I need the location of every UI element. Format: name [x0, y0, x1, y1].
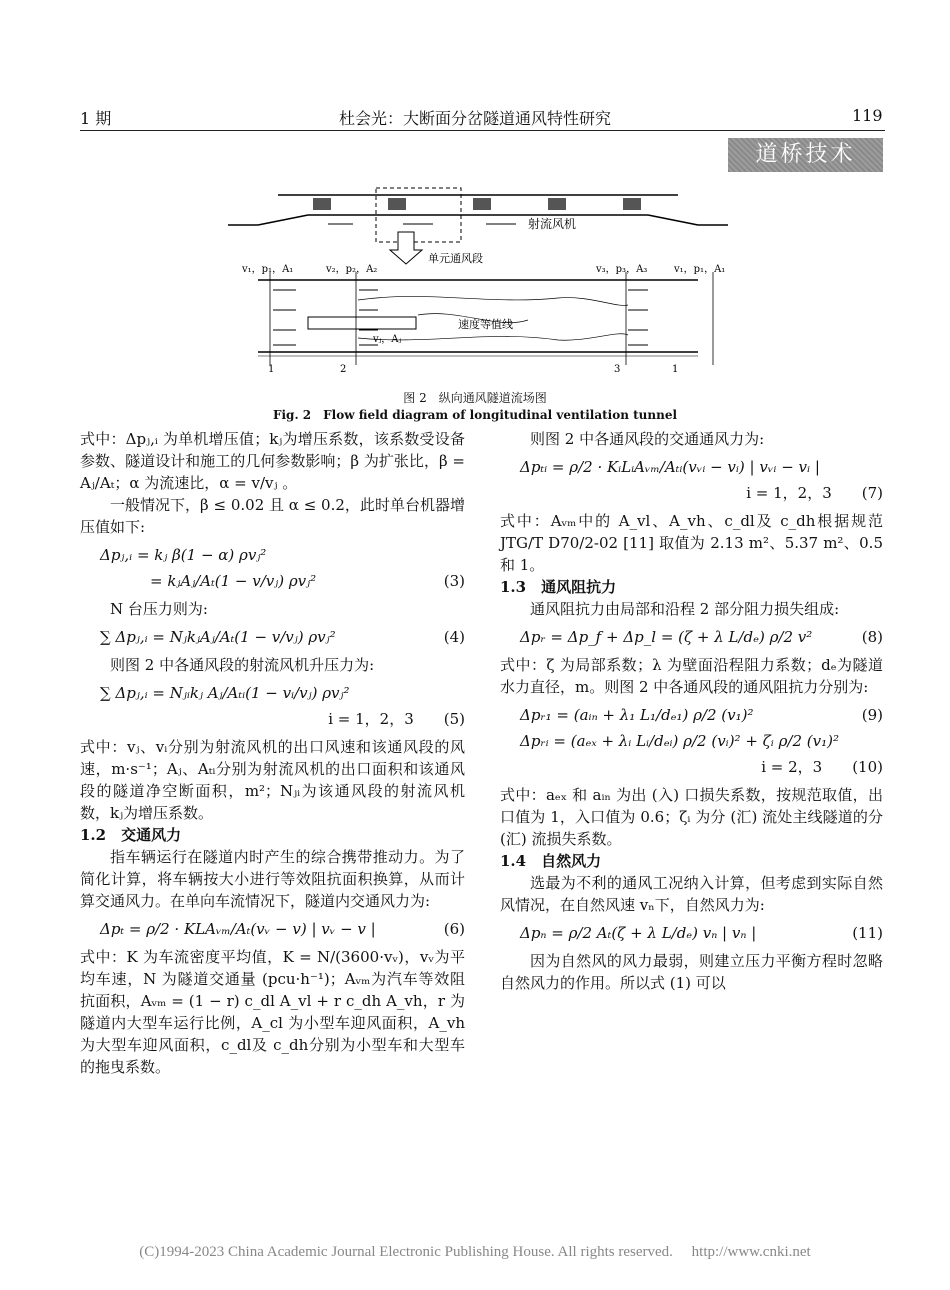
- para: 式中：K 为车流密度平均值，K = N/(3600·vᵥ)，vᵥ为平均车速，N 为隧道交通量 (pcu·h⁻¹)；Aᵥₘ为汽车等效阻抗面积，Aᵥₘ = (1 − r) c_dl A_vl + r c_dh A_vh，r 为隧道内大型车运行比例，A_cl 为小型车迎风面积，A_vh为大型车迎风面积，c_dl及 c_dh分别为小型车和大型车的拖曳系数。: [80, 948, 465, 1076]
- eq-number: (7): [861, 484, 883, 502]
- right-column: [500, 428, 883, 994]
- equation: Δpₜ = ρ/2 · KLAᵥₘ/Aₜ(vᵥ − v) | vᵥ − v |: [100, 920, 376, 938]
- figure-caption-en: Fig. 2 Flow field diagram of longitudinal ventilation tunnel: [272, 408, 678, 422]
- section-2-label: v₂，p₂，A₂: [326, 264, 378, 275]
- para: 指车辆运行在隧道内时产生的综合携带推动力。为了简化计算，将车辆按大小进行等效阻抗面积换算，从而计算交通风力。在单向车流情况下，隧道内交通风力为:: [80, 848, 465, 910]
- para: 则图 2 中各通风段的交通通风力为:: [530, 430, 765, 448]
- eq-number: (5): [443, 710, 465, 728]
- tunnel-flow-figure: [228, 180, 728, 385]
- marker-2: 2: [340, 364, 347, 375]
- eq-number: (4): [443, 628, 465, 646]
- fan-label: 射流风机: [528, 217, 577, 231]
- para: 式中：Aᵥₘ中的 A_vl、A_vh、c_dl及 c_dh根据规范 JTG/T D70/2-02 [11] 取值为 2.13 m²、5.37 m²、0.5 和 1。: [500, 512, 883, 574]
- marker-4: 1: [672, 364, 679, 375]
- section-heading: 1.4 自然风力: [500, 852, 602, 870]
- equation: Δpⱼ,ᵢ = kⱼ β(1 − α) ρvⱼ²: [100, 546, 267, 564]
- equation: Δpₜᵢ = ρ/2 · KᵢLᵢAᵥₘ/Aₜᵢ(vᵥᵢ − vᵢ) | vᵥᵢ − vᵢ |: [520, 458, 820, 476]
- marker-3: 3: [614, 364, 621, 375]
- section-heading: 1.3 通风阻抗力: [500, 578, 617, 596]
- eq-index: i = 1，2，3: [328, 710, 414, 728]
- eq-number: (9): [861, 706, 883, 724]
- para: 式中：aₑₓ 和 aᵢₙ 为出 (入) 口损失系数，按规范取值，出口值为 1，入口值为 0.6；ζᵢ 为分 (汇) 流处主线隧道的分 (汇) 流损失系数。: [500, 786, 883, 848]
- header-rule: [80, 130, 885, 131]
- left-column: [80, 428, 465, 1078]
- section-heading: 1.2 交通风力: [80, 826, 182, 844]
- para: 式中：vⱼ、vᵢ分别为射流风机的出口风速和该通风段的风速，m·s⁻¹；Aⱼ、Aₜᵢ分别为射流风机的出口面积和该通风段的隧道净空断面积，m²；Nⱼᵢ为该通风段的射流风机数，kⱼ为增压系数。: [80, 738, 465, 822]
- para: 式中：ζ 为局部系数；λ 为壁面沿程阻力系数；dₑ为隧道水力直径，m。则图 2 中各通风段的通风阻抗力分别为:: [500, 656, 883, 696]
- eq-number: (8): [861, 628, 883, 646]
- copyright-footer: (C)1994-2023 China Academic Journal Electronic Publishing House. All rights reserved. http://www.cnki.net: [139, 1244, 811, 1260]
- equation: ∑ Δpⱼ,ᵢ = NⱼkⱼAⱼ/Aₜ(1 − v/vⱼ) ρvⱼ²: [100, 628, 336, 646]
- eq-number: (6): [443, 920, 465, 938]
- section-1-label: v₁，p₁，A₁: [242, 264, 294, 275]
- para: 因为自然风的风力最弱，则建立压力平衡方程时忽略自然风力的作用。所以式 (1) 可以: [500, 952, 883, 992]
- para: 通风阻抗力由局部和沿程 2 部分阻力损失组成:: [530, 600, 840, 618]
- equation: = kⱼAⱼ/Aₜ(1 − v/vⱼ) ρvⱼ²: [150, 572, 317, 590]
- para: 则图 2 中各通风段的射流风机升压力为:: [110, 656, 375, 674]
- eq-index: i = 2，3: [761, 758, 823, 776]
- eq-number: (10): [852, 758, 883, 776]
- section-badge: 道桥技术: [728, 138, 883, 172]
- section-4-label: v₁，p₁，A₁: [674, 264, 726, 275]
- section-3-label: v₃，p₃，A₃: [596, 264, 648, 275]
- marker-1: 1: [268, 364, 275, 375]
- para: 一般情况下，β ≤ 0.02 且 α ≤ 0.2，此时单台机器增压值如下:: [80, 496, 465, 536]
- equation: Δpₙ = ρ/2 Aₜ(ζ + λ L/dₑ) vₙ | vₙ |: [520, 924, 757, 942]
- equation: Δpᵣᵢ = (aₑₓ + λᵢ Lᵢ/dₑᵢ) ρ/2 (vᵢ)² + ζᵢ ρ/2 (v₁)²: [520, 732, 839, 750]
- unit-section-label: 单元通风段: [428, 252, 483, 265]
- issue-number: 1 期: [80, 109, 112, 128]
- page-number: 119: [852, 106, 883, 125]
- running-title: 杜会光：大断面分岔隧道通风特性研究: [338, 109, 611, 128]
- equation: Δpᵣ₁ = (aᵢₙ + λ₁ L₁/dₑ₁) ρ/2 (v₁)²: [520, 706, 754, 724]
- contour-label: 速度等值线: [458, 318, 513, 331]
- eq-number: (11): [852, 924, 883, 942]
- para: 式中：Δpⱼ,ᵢ 为单机增压值；kⱼ为增压系数，该系数受设备参数、隧道设计和施工的几何参数影响；β 为扩张比，β = Aⱼ/Aₜ；α 为流速比，α = v/vⱼ 。: [80, 430, 465, 492]
- equation: Δpᵣ = Δp_f + Δp_l = (ζ + λ L/dₑ) ρ/2 v²: [520, 628, 813, 646]
- equation: ∑ Δpⱼ,ᵢ = Nⱼᵢkⱼ Aⱼ/Aₜᵢ(1 − vᵢ/vⱼ) ρvⱼ²: [100, 684, 350, 702]
- para: N 台压力则为:: [110, 600, 208, 618]
- eq-number: (3): [443, 572, 465, 590]
- figure-caption-cn: 图 2 纵向通风隧道流场图: [403, 391, 547, 405]
- jet-label: vⱼ，Aⱼ: [373, 334, 402, 345]
- eq-index: i = 1，2，3: [746, 484, 832, 502]
- para: 选最为不利的通风工况纳入计算，但考虑到实际自然风情况，在自然风速 vₙ下，自然风力为:: [500, 874, 883, 914]
